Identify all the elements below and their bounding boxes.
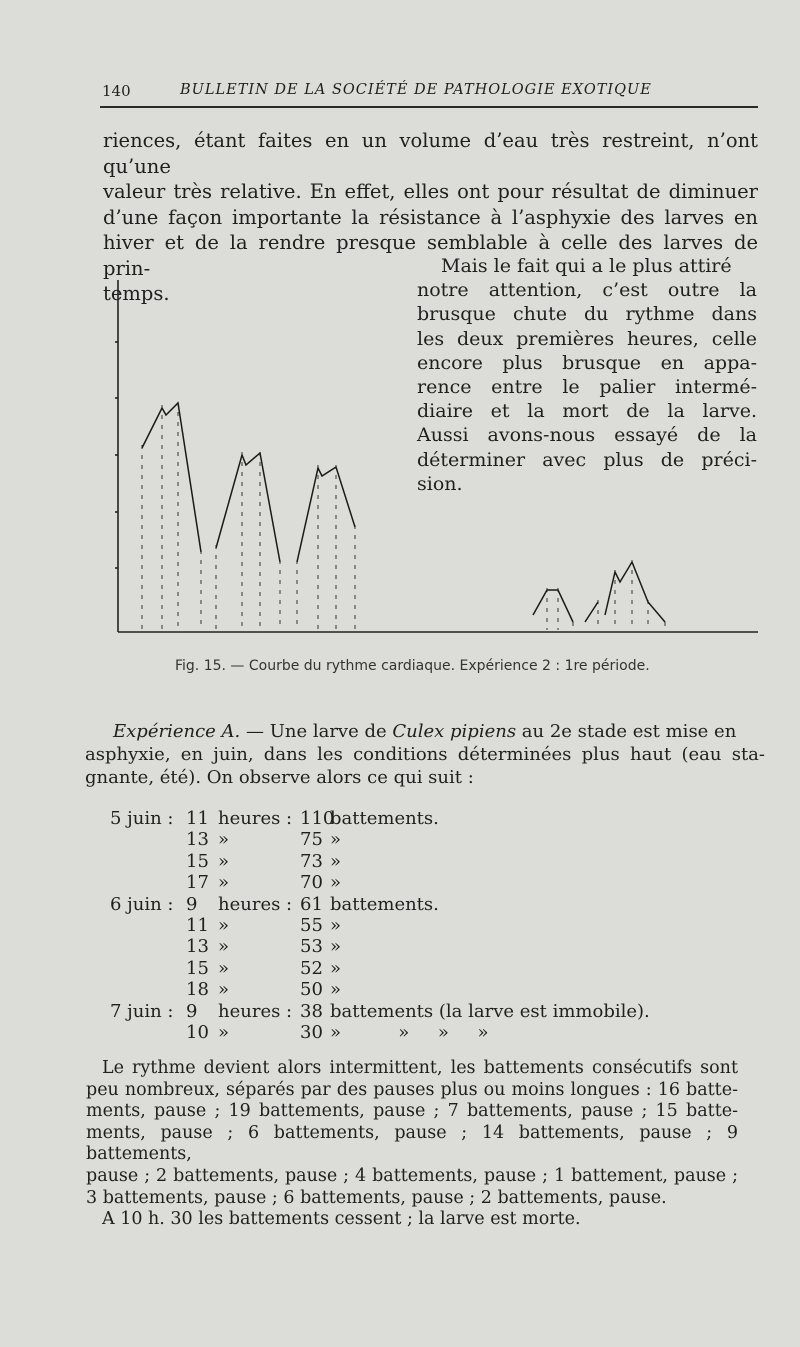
figure-caption: Fig. 15. — Courbe du rythme cardiaque. Expérience 2 : 1re période. [175,658,650,674]
page-header [100,80,758,108]
table-row: 13 » 53 » [186,936,342,958]
experiment-line: gnante, été). On observe alors ce qui suit : [85,767,474,788]
curve-segment [216,453,280,562]
side-line: rence entre le palier intermé- [417,376,757,399]
curve-segment [605,562,665,622]
side-line: brusque chute du rythme dans [417,303,757,326]
side-line: diaire et la mort de la larve. [417,400,757,423]
table-row: 15 » 73 » [186,850,342,872]
table-row: 15 » 52 » [186,957,342,979]
table-row: 10 » 30 » » » » [186,1021,489,1043]
figure-axes [115,280,758,632]
conclusion-line: 3 battements, pause ; 6 battements, pause ; 2 battements, pause. [86,1187,667,1208]
species-name: Culex pipiens [392,721,517,742]
conclusion-line: pause ; 2 battements, pause ; 4 battements, pause ; 1 battement, pause ; [86,1165,738,1186]
table-row: 6 juin : 9 heures : 61 battements. [110,893,439,915]
conclusion-line: peu nombreux, séparés par des pauses plus ou moins longues : 16 batte- [86,1079,738,1100]
experiment-line [85,720,765,743]
conclusion-paragraph [86,1058,738,1231]
side-line: notre attention, c’est outre la [417,279,757,302]
side-line: encore plus brusque en appa- [417,351,757,374]
conclusion-line: A 10 h. 30 les battements cessent ; la larve est morte. [102,1209,581,1230]
side-line: les deux premières heures, celle [417,327,757,350]
experiment-paragraph [85,720,765,789]
figure-dashed-guides [142,402,665,630]
experiment-line: asphyxie, en juin, dans les conditions déterminées plus haut (eau sta- [85,744,765,765]
page-number: 140 [102,82,131,100]
heart-rhythm-figure [100,270,760,650]
table-row: 5 juin : 11 heures : 110 battements. [110,808,439,829]
experiment-intro-end: au 2e stade est mise en [516,721,737,742]
intro-line: riences, étant faites en un volume d’eau très restreint, n’ont qu’une [103,129,758,178]
table-row: 18 » 50 » [186,979,342,1001]
intro-line: valeur très relative. En effet, elles ont pour résultat de diminuer [103,180,758,203]
curve-segment [585,602,598,622]
readings-table [110,808,710,1043]
experiment-intro: — Une larve de [240,721,393,742]
journal-title: BULLETIN DE LA SOCIÉTÉ DE PATHOLOGIE EXOTIQUE [180,82,652,98]
conclusion-line: Le rythme devient alors intermittent, les battements consécutifs sont [102,1058,738,1078]
table-row: 11 » 55 » [186,914,342,936]
curve-segment [142,403,201,552]
conclusion-line: ments, pause ; 6 battements, pause ; 14 battements, pause ; 9 battements, [86,1122,738,1165]
table-row: 13 » 75 » [186,829,342,851]
side-line: Mais le fait qui a le plus attiré [441,255,732,277]
intro-line: d’une façon importante la résistance à l’asphyxie des larves en [103,205,758,229]
side-line: Aussi avons-nous essayé de la [417,424,757,447]
side-line: déterminer avec plus de préci- [417,448,757,471]
conclusion-line: ments, pause ; 19 battements, pause ; 7 battements, pause ; 15 batte- [86,1101,738,1122]
curve-segment [533,590,573,622]
experiment-title: Expérience A. [113,721,241,742]
intro-line: hiver et de la rendre presque semblable à celle des larves de prin- [103,231,758,280]
table-row: 7 juin : 9 heures : 38 battements (la larve est immobile). [110,1000,650,1022]
figure-curve [142,403,665,622]
table-row: 17 » 70 » [186,872,342,894]
intro-line: temps. [103,282,170,305]
curve-segment [297,467,355,562]
side-line: sion. [417,472,463,495]
